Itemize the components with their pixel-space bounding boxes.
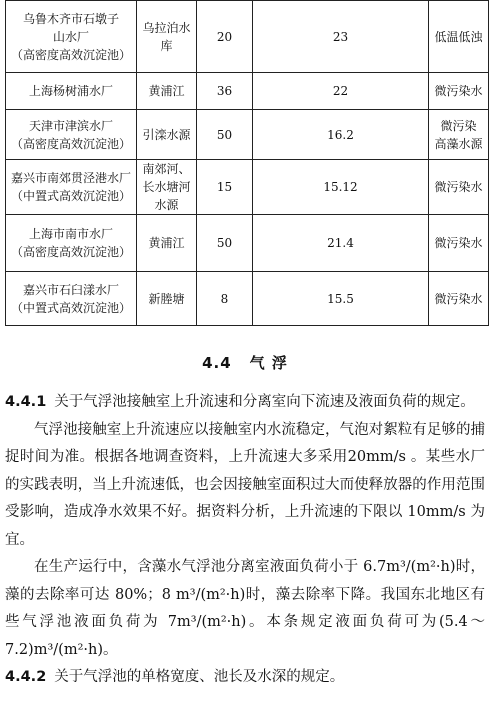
cell-v1: 50 <box>197 110 253 160</box>
cell-plant <box>6 272 137 326</box>
paragraph: 气浮池接触室上升流速应以接触室内水流稳定，气泡对絮粒有足够的捕捉时间为准。根据各地调查资料，上升流速大多采用20mm/s 。某些水厂的实践表明，当上升流速低，也会因接触室面积过大而使释放器的作用范围受影响，造成净水效果不好。据资料分析，上升流速的下限以 10mm/s 为宜。 <box>5 421 485 548</box>
cell-quality <box>429 272 489 326</box>
cell-v1: 15 <box>197 160 253 215</box>
section-title: 气 浮 <box>249 354 288 372</box>
cell-line: 上海杨树浦水厂 <box>28 84 113 98</box>
table-row <box>6 160 489 215</box>
cell-line: 黄浦江 <box>148 84 185 98</box>
cell-line: 微污染 <box>440 118 477 133</box>
clause-heading <box>5 664 485 692</box>
cell-v2: 15.5 <box>253 272 429 326</box>
cell-source <box>137 73 197 110</box>
cell-quality <box>429 215 489 272</box>
cell-plant <box>6 110 137 160</box>
cell-line: 山水厂 <box>52 29 89 44</box>
cell-source <box>137 1 197 73</box>
cell-plant <box>6 215 137 272</box>
cell-line: 引滦水源 <box>142 127 191 142</box>
section-number: 4.4 <box>202 354 232 372</box>
clause-heading <box>5 389 485 417</box>
cell-v2: 22 <box>253 73 429 110</box>
clause-number: 4.4.2 <box>5 669 47 685</box>
cell-v1: 50 <box>197 215 253 272</box>
cell-line: 低温低浊 <box>434 29 483 44</box>
cell-line: 高藻水源 <box>434 136 483 151</box>
table-row <box>6 1 489 73</box>
clause-title: 关于气浮池的单格宽度、池长及水深的规定。 <box>54 669 345 685</box>
cell-quality <box>429 73 489 110</box>
cell-line: 微污染水 <box>434 236 483 250</box>
cell-line: （中置式高效沉淀池） <box>10 300 131 315</box>
cell-line: 天津市津滨水厂 <box>28 118 113 133</box>
table-row <box>6 272 489 326</box>
cell-line: 上海市南市水厂 <box>28 227 113 241</box>
clause-title: 关于气浮池接触室上升流速和分离室向下流速及液面负荷的规定。 <box>54 394 475 410</box>
cell-v2: 15.12 <box>253 160 429 215</box>
table-row <box>6 73 489 110</box>
table-row <box>6 215 489 272</box>
cell-line: 长水塘河水源 <box>142 180 191 212</box>
cell-line: 乌鲁木齐市石墩子 <box>22 11 119 26</box>
cell-line: 嘉兴市南郊贯泾港水厂 <box>10 171 131 185</box>
cell-v2: 23 <box>253 1 429 73</box>
table-row <box>6 110 489 160</box>
cell-quality <box>429 110 489 160</box>
clause-number: 4.4.1 <box>5 394 47 410</box>
cell-v2: 21.4 <box>253 215 429 272</box>
cell-quality <box>429 1 489 73</box>
section-heading <box>0 352 490 373</box>
cell-line: （高密度高效沉淀池） <box>10 245 131 259</box>
cell-line: （中置式高效沉淀池） <box>10 189 131 203</box>
cell-line: 乌拉泊水库 <box>142 20 191 53</box>
cell-line: 黄浦江 <box>148 236 185 250</box>
cell-plant <box>6 73 137 110</box>
cell-plant <box>6 160 137 215</box>
cell-source <box>137 272 197 326</box>
paragraph: 在生产运行中，含藻水气浮池分离室液面负荷小于 6.7m³/(m²·h)时，藻的去除率可达 80%；8 m³/(m²·h)时，藻去除率下降。我国东北地区有些气浮池液面负荷为 7m³/(m²·h)。本条规定液面负荷可为(5.4～7.2)m³/(m²·h)。 <box>5 559 485 658</box>
cell-v1: 8 <box>197 272 253 326</box>
cell-line: 嘉兴市石臼漾水厂 <box>22 282 119 297</box>
cell-v2: 16.2 <box>253 110 429 160</box>
cell-line: 南郊河、 <box>142 162 191 176</box>
data-table <box>5 0 489 326</box>
cell-source <box>137 215 197 272</box>
cell-source <box>137 160 197 215</box>
cell-v1: 20 <box>197 1 253 73</box>
table-body <box>6 1 489 326</box>
cell-line: （高密度高效沉淀池） <box>10 136 131 151</box>
cell-quality <box>429 160 489 215</box>
cell-line: 新塍塘 <box>148 291 185 306</box>
cell-plant <box>6 1 137 73</box>
cell-source <box>137 110 197 160</box>
cell-line: 微污染水 <box>434 84 483 98</box>
clause-4-4-1 <box>5 389 485 692</box>
cell-line: 微污染水 <box>434 291 483 306</box>
cell-line: 微污染水 <box>434 180 483 194</box>
cell-line: （高密度高效沉淀池） <box>10 47 131 62</box>
cell-v1: 36 <box>197 73 253 110</box>
